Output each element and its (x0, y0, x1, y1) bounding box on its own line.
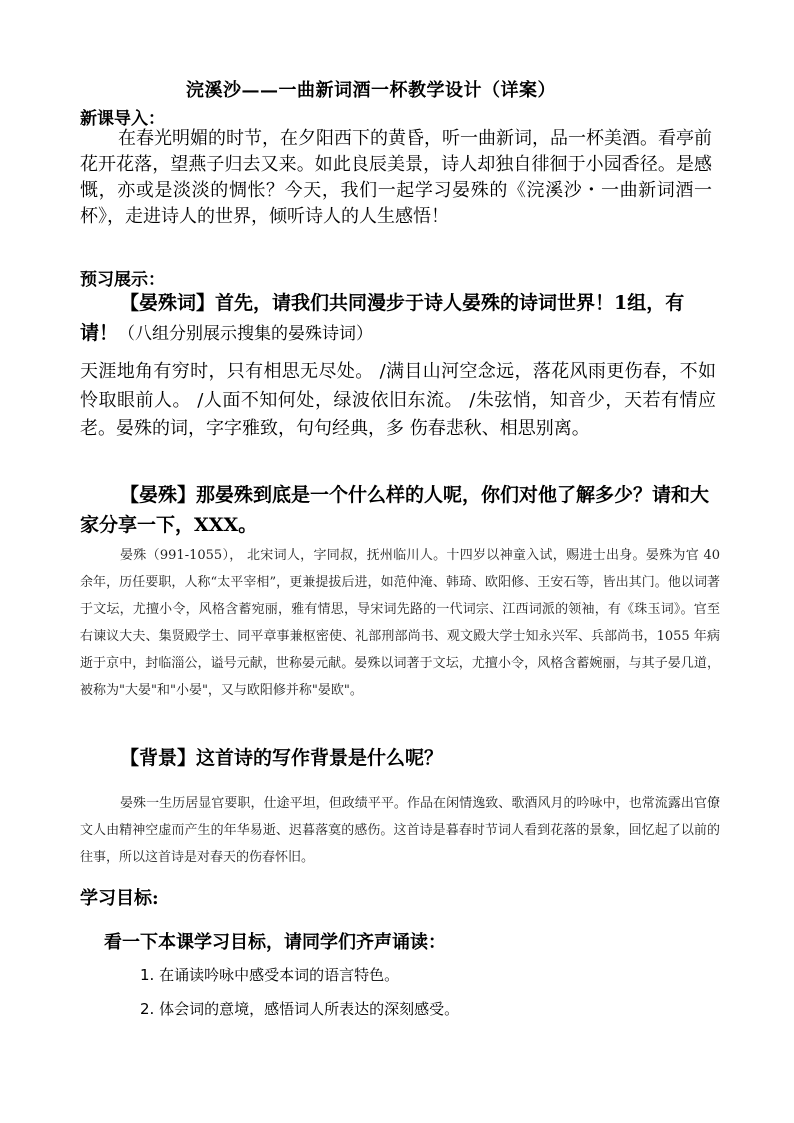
goal-item-1: 1. 在诵读吟咏中感受本词的语言特色。 (140, 966, 400, 984)
ci-prompt-text: 【晏殊词】首先，请我们共同漫步于诗人晏殊的诗词世界！1组，有请！ (80, 292, 685, 344)
goals-prompt: 看一下本课学习目标，请同学们齐声诵读： (104, 932, 446, 953)
goals-heading: 学习目标: (80, 888, 159, 909)
document-title: 浣溪沙——一曲新词酒一杯教学设计（详案） (186, 80, 556, 101)
ci-poems: 天涯地角有穷时，只有相思无尽处。 /满目山河空念远，落花风雨更伤春，不如怜取眼前人。 /人面不知何处，绿波依旧东流。 /朱弦悄，知音少，天若有情应老。晏殊的词，字字雅致，句句经典，多 伤春悲秋、相思别离。 (80, 361, 716, 439)
bg-text: 晏殊一生历居显官要职，仕途平坦，但政绩平平。作品在闲情逸致、歌酒风月的吟咏中，也常流露出官僚文人由精神空虚而产生的年华易逝、迟暮落寞的感伤。这首诗是暮春时节词人看到花落的景象，回忆起了以前的往事，所以这首诗是对春天的伤春怀旧。 (80, 796, 720, 865)
ci-prompt (80, 288, 720, 349)
intro-heading: 新课导入： (80, 109, 165, 129)
bio-text: 晏殊（991-1055）， 北宋词人，字同叔，抚州临川人。十四岁以神童入试，赐进士出身。晏殊为官 40 余年，历任要职，人称“太平宰相”，更兼提拔后进，如范仲淹、韩琦、欧阳修、王安石等，皆出其门。他以词著于文坛，尤擅小令，风格含蓄宛丽，雅有情思，导宋词先路的一代词宗、江西词派的领袖，有《珠玉词》。官至右谏议大夫、集贤殿学士、同平章事兼枢密使、礼部刑部尚书、观文殿大学士知永兴军、兵部尚书，1055 年病逝于京中，封临淄公，谥号元献，世称晏元献。晏殊以词著于文坛，尤擅小令，风格含蓄婉丽，与其子晏几道，被称为"大晏"和"小晏"，又与欧阳修并称"晏欧"。 (80, 548, 720, 698)
ci-note: （八组分别展示搜集的晏殊诗词） (118, 324, 374, 344)
bg-prompt: 【背景】这首诗的写作背景是什么呢？ (120, 747, 444, 769)
goal-item-2: 2. 体会词的意境，感悟词人所表达的深刻感受。 (140, 1000, 460, 1018)
bio-prompt: 【晏殊】那晏殊到底是一个什么样的人呢，你们对他了解多少？请和大家分享一下，XXX。 (80, 484, 710, 536)
ci-prompt-block (80, 288, 720, 349)
preview-heading: 预习展示： (80, 270, 165, 290)
intro-paragraph: 在春光明媚的时节，在夕阳西下的黄昏，听一曲新词，品一杯美酒。看亭前花开花落，望燕子归去又来。如此良辰美景，诗人却独自徘徊于小园香径。是感慨，亦或是淡淡的惆怅？今天，我们一起学习晏殊的《浣溪沙・一曲新词酒一杯》，走进诗人的世界，倾听诗人的人生感悟！ (80, 128, 712, 227)
